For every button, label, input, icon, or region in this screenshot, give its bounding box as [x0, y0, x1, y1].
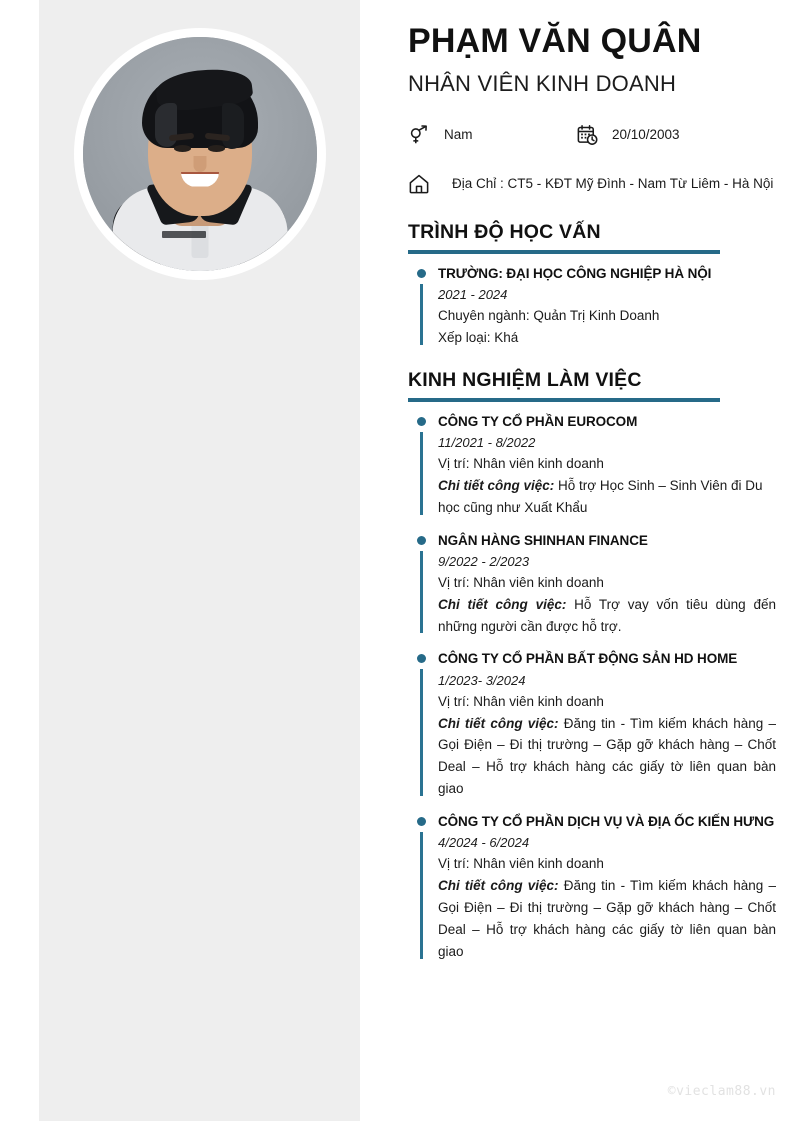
experience-detail-text: Đăng tin - Tìm kiếm khách hàng – Gọi Điện – Đi thị trường – Gặp gỡ khách hàng – Chốt Deal – Hỗ trợ khách hàng các giấy tờ liên quan bàn giao: [438, 715, 776, 797]
experience-dates: 4/2024 - 6/2024: [438, 835, 530, 851]
gender-field: [408, 124, 576, 146]
experience-position: Vị trí: Nhân viên kinh doanh: [438, 456, 604, 471]
education-school: TRƯỜNG: ĐẠI HỌC CÔNG NGHIỆP HÀ NỘI: [438, 265, 712, 281]
experience-position: Vị trí: Nhân viên kinh doanh: [438, 856, 604, 872]
section-title-experience: KINH NGHIỆM LÀM VIỆC: [408, 368, 642, 391]
experience-position: Vị trí: Nhân viên kinh doanh: [438, 574, 604, 590]
bullet-dot-icon: [417, 654, 426, 663]
bullet-dot-icon: [417, 269, 426, 278]
job-title: NHÂN VIÊN KINH DOANH: [408, 70, 677, 96]
gender-icon: [408, 124, 430, 146]
experience-entry: [408, 412, 776, 519]
experience-company: CÔNG TY CỔ PHẦN DỊCH VỤ VÀ ĐỊA ỐC KIẾN HƯNG: [438, 814, 775, 830]
timeline-bar: [420, 284, 423, 345]
experience-detail-label: Chi tiết công việc:: [438, 878, 559, 894]
experience-detail: [438, 475, 776, 519]
experience-detail: [438, 594, 776, 638]
education-entry: [408, 264, 776, 349]
main-content: [408, 0, 776, 1140]
portrait-photo: [83, 37, 317, 271]
experience-detail-text: Đăng tin - Tìm kiếm khách hàng – Gọi Điện – Đi thị trường – Gặp gỡ khách hàng – Chốt Deal – Hỗ trợ khách hàng các giấy tờ liên quan bàn giao: [438, 878, 776, 959]
experience-company: CÔNG TY CỔ PHẦN BẤT ĐỘNG SẢN HD HOME: [438, 651, 738, 667]
experience-detail-text: Hỗ trợ Học Sinh – Sinh Viên đi Du học cũng như Xuất Khẩu: [438, 477, 763, 515]
bullet-dot-icon: [417, 536, 426, 545]
page-title: PHẠM VĂN QUÂN: [408, 22, 702, 60]
section-experience: [408, 369, 776, 963]
birthdate-field: [576, 124, 680, 146]
experience-entry: [408, 649, 776, 800]
sidebar-panel: [39, 0, 360, 1121]
section-rule-experience: [408, 398, 720, 402]
education-major: Chuyên ngành: Quản Trị Kinh Doanh: [438, 307, 660, 323]
section-rule-education: [408, 250, 720, 254]
gender-value: Nam: [444, 127, 473, 143]
section-education: [408, 221, 776, 349]
timeline-bar: [420, 551, 423, 634]
experience-detail: [438, 713, 776, 800]
experience-position: Vị trí: Nhân viên kinh doanh: [438, 693, 604, 709]
timeline-bar: [420, 669, 423, 796]
address-field: [408, 173, 776, 195]
home-icon: [408, 173, 430, 195]
photo-hair-fade-right: [222, 103, 244, 149]
timeline-bar: [420, 432, 423, 515]
bullet-dot-icon: [417, 817, 426, 826]
experience-detail-text: Hỗ Trợ vay vốn tiêu dùng đến những người cần được hỗ trợ.: [438, 596, 776, 634]
experience-detail-label: Chi tiết công việc:: [438, 596, 567, 612]
experience-dates: 9/2022 - 2/2023: [438, 553, 530, 569]
experience-company: NGÂN HÀNG SHINHAN FINANCE: [438, 532, 648, 548]
experience-detail-label: Chi tiết công việc:: [438, 715, 559, 731]
photo-eye-left: [174, 145, 191, 152]
experience-dates: 11/2021 - 8/2022: [438, 434, 536, 450]
calendar-clock-icon: [576, 124, 598, 146]
photo-shirt-logo: [162, 231, 206, 238]
timeline-bar: [420, 832, 423, 959]
photo-nose: [193, 156, 206, 172]
education-dates: 2021 - 2024: [438, 286, 508, 302]
experience-company: CÔNG TY CỔ PHẦN EUROCOM: [438, 413, 638, 429]
section-title-education: TRÌNH ĐỘ HỌC VẤN: [408, 220, 601, 243]
experience-entry: [408, 812, 776, 963]
photo-eye-right: [208, 145, 225, 152]
birthdate-value: 20/10/2003: [612, 127, 680, 143]
experience-entry: [408, 531, 776, 638]
bullet-dot-icon: [417, 417, 426, 426]
experience-dates: 1/2023- 3/2024: [438, 672, 526, 688]
experience-detail: [438, 875, 776, 962]
experience-detail-label: Chi tiết công việc:: [438, 477, 555, 493]
personal-meta-row: [408, 124, 776, 146]
education-grade: Xếp loại: Khá: [438, 329, 519, 345]
avatar: [74, 28, 326, 280]
address-value: Địa Chỉ : CT5 - KĐT Mỹ Đình - Nam Từ Liêm - Hà Nội: [452, 176, 774, 192]
watermark: ©vieclam88.vn: [667, 1084, 776, 1099]
